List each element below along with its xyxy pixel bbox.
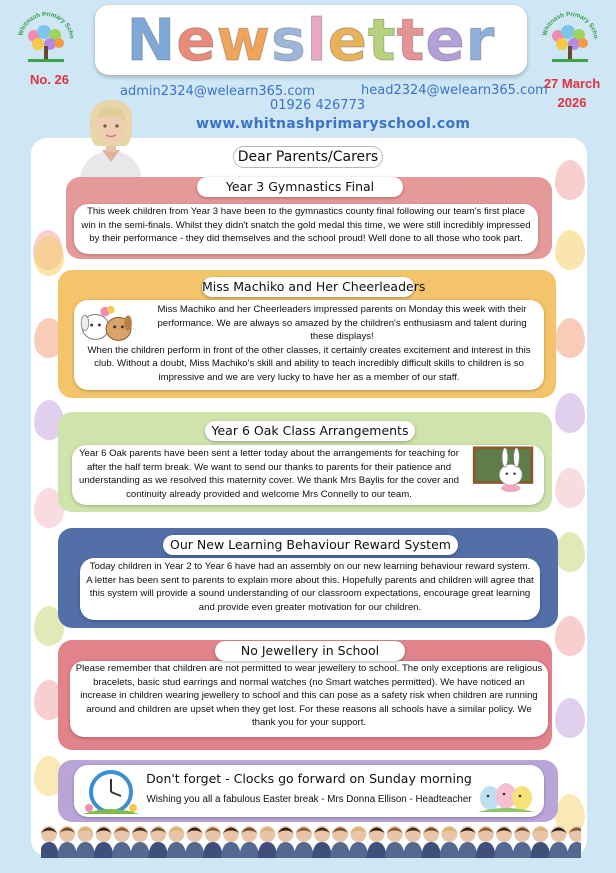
newsletter-title-box	[95, 5, 527, 75]
child-figure	[75, 826, 95, 858]
easter-chicks-icon	[474, 774, 538, 814]
cheerleaders-text-bottom: When the children perform in front of the other classes, it certainly creates excitement and interest in this club. Without a doubt, Miss Machiko's skill and ability to teach incredibly difficult skills to children is so impressive and we are very lucky to have her as a member of our staff.	[87, 344, 531, 383]
child-figure	[185, 826, 205, 858]
child-figure	[530, 826, 550, 858]
child-figure	[476, 826, 496, 858]
issue-date-year: 2026	[557, 95, 587, 110]
egg-decoration	[555, 318, 585, 358]
child-figure	[330, 826, 350, 858]
child-figure	[494, 826, 514, 858]
cheerleaders-text-top: Miss Machiko and her Cheerleaders impressed parents on Monday this week with their performance. We are always so amazed by the children's enthusiasm and talent during these displays!	[157, 304, 527, 343]
egg-decoration	[555, 230, 585, 270]
child-figure	[549, 826, 569, 858]
section-card-cheerleaders	[74, 300, 544, 390]
child-figure	[239, 826, 259, 858]
child-figure	[112, 826, 132, 858]
website-link[interactable]: www.whitnashprimaryschool.com	[196, 116, 471, 132]
child-figure	[94, 826, 114, 858]
child-figure	[439, 826, 459, 858]
head-email-link[interactable]: head2324@welearn365.com	[361, 83, 548, 98]
child-figure	[512, 826, 532, 858]
issue-number: No. 26	[30, 72, 70, 87]
clock-icon	[80, 768, 142, 816]
teacher-avatar	[72, 96, 150, 180]
egg-decoration	[555, 532, 585, 572]
bunny-chalkboard-icon	[472, 446, 536, 492]
egg-decoration	[555, 698, 585, 738]
section-title-reward: Our New Learning Behaviour Reward System	[163, 535, 458, 555]
title-letter: N	[126, 6, 177, 74]
title-letter: l	[306, 6, 328, 74]
child-figure	[257, 826, 277, 858]
title-letter: e	[327, 6, 368, 74]
child-figure	[130, 826, 150, 858]
child-figure	[57, 826, 77, 858]
child-figure	[41, 826, 59, 858]
egg-decoration	[34, 236, 64, 276]
title-letter: r	[465, 6, 496, 74]
section-card-gymnastics	[74, 204, 538, 254]
title-letter: t	[396, 6, 426, 74]
logo-text: Whitnash Primary Scho	[541, 10, 600, 40]
greeting: Dear Parents/Carers	[233, 146, 383, 168]
child-figure	[567, 826, 581, 858]
issue-date	[540, 74, 604, 112]
section-text: Year 6 Oak parents have been sent a letter today about the arrangements for teaching for after the half term break. We want to send our thanks to parents for their patience and understanding as we resolved this maternity cover. We thank Mrs Baylis for the cover and continuity already provided and welcome Mrs Connelly to our team.	[78, 448, 460, 500]
children-strip	[41, 818, 581, 858]
egg-decoration	[555, 393, 585, 433]
issue-date-day: 27 March	[543, 76, 601, 91]
admin-email-link[interactable]: admin2324@welearn365.com	[120, 84, 316, 99]
egg-decoration	[555, 160, 585, 200]
section-card-reward	[80, 558, 540, 620]
child-figure	[312, 826, 332, 858]
headteacher-signoff: Wishing you all a fabulous Easter break - Mrs Donna Ellison - Headteacher	[146, 794, 472, 805]
newsletter-title	[126, 6, 496, 74]
cheerleader-dogs-icon	[76, 302, 138, 348]
child-figure	[385, 826, 405, 858]
egg-decoration	[555, 616, 585, 656]
school-logo-left	[14, 6, 78, 70]
section-text: This week children from Year 3 have been to the gymnastics county final following our team's first place win in the semi-finals. Whilst they didn't snatch the gold medal this time, we were still incredibly impressed by their performance - they did themselves and the school proud! Well done to all those who took part.	[81, 206, 531, 245]
child-figure	[294, 826, 314, 858]
title-letter: e	[176, 6, 217, 74]
child-figure	[221, 826, 241, 858]
section-text: Please remember that children are not permitted to wear jewellery to school. The only exceptions are religious bracelets, basic stud earrings and normal watches (no Smart watches permitted). We have noticed an increase in children wearing jewellery to school and this can pose as a safety risk when children are running around and children are upset when they get lost. For these reasons all schools have a similar policy. We thank you for your support.	[75, 663, 543, 729]
school-logo-right	[538, 6, 602, 70]
child-figure	[276, 826, 296, 858]
title-letter: s	[271, 6, 307, 74]
section-title-gymnastics: Year 3 Gymnastics Final	[197, 177, 403, 197]
child-figure	[148, 826, 168, 858]
section-text: Today children in Year 2 to Year 6 have had an assembly on our new learning behaviour reward system. A letter has been sent to parents to explain more about this. Hopefully parents and children will agree that this system will provide a sound understanding of our classroom expectations, encourage great learning and provide even greater motivation for our children.	[86, 561, 534, 613]
child-figure	[458, 826, 478, 858]
clocks-title: Don't forget - Clocks go forward on Sunday morning	[146, 771, 472, 786]
child-figure	[348, 826, 368, 858]
logo-text: Whitnash Primary Scho	[17, 10, 76, 40]
section-title-cheerleaders: Miss Machiko and Her Cheerleaders	[202, 277, 414, 297]
child-figure	[403, 826, 423, 858]
child-figure	[421, 826, 441, 858]
phone-number: 01926 426773	[270, 98, 366, 113]
title-letter: e	[425, 6, 466, 74]
title-letter: t	[367, 6, 397, 74]
title-letter: w	[216, 6, 272, 74]
section-title-year6: Year 6 Oak Class Arrangements	[205, 421, 415, 441]
child-figure	[203, 826, 223, 858]
section-card-jewellery	[70, 661, 548, 737]
egg-decoration	[555, 468, 585, 508]
section-title-jewellery: No Jewellery in School	[215, 641, 405, 661]
child-figure	[166, 826, 186, 858]
child-figure	[367, 826, 387, 858]
